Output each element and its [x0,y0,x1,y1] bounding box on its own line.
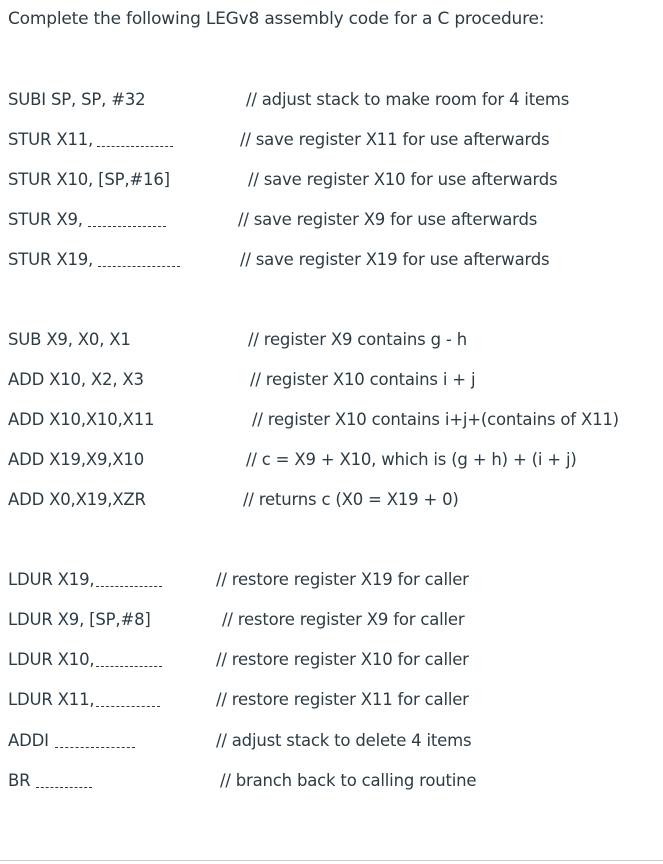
code-comment: // restore register X19 for caller [216,570,469,589]
code-comment: // branch back to calling routine [220,771,477,790]
code-line [8,730,135,752]
code-line [8,649,162,671]
code-text: ADD X0,X19,XZR [8,490,146,509]
code-comment: // save register X10 for use afterwards [248,170,558,189]
code-comment: // c = X9 + X10, which is (g + h) + (i + j) [246,450,577,469]
code-text: STUR X11, [8,130,94,149]
question-prompt: Complete the following LEGv8 assembly code for a C procedure: [8,9,545,29]
answer-blank[interactable] [88,226,166,227]
code-text: STUR X19, [8,250,94,269]
code-comment: // adjust stack to delete 4 items [216,731,472,750]
code-line [8,689,160,711]
code-text: LDUR X11, [8,690,95,709]
code-text: BR [8,771,31,790]
code-text: STUR X9, [8,210,83,229]
code-text: LDUR X10, [8,650,95,669]
answer-blank[interactable] [96,586,162,587]
code-comment: // restore register X10 for caller [216,650,469,669]
answer-blank[interactable] [96,706,160,707]
code-text: ADD X10, X2, X3 [8,370,144,389]
code-line [8,449,144,471]
code-text: LDUR X19, [8,570,95,589]
code-comment: // restore register X9 for caller [222,610,465,629]
code-comment: // save register X11 for use afterwards [240,130,550,149]
code-text: ADDI [8,731,49,750]
code-comment: // register X10 contains i+j+(contains of X11) [252,410,619,429]
code-line [8,369,144,391]
code-comment: // save register X19 for use afterwards [240,250,550,269]
code-line [8,89,145,111]
code-text: ADD X10,X10,X11 [8,410,155,429]
code-line [8,129,173,151]
code-line [8,489,146,511]
code-line [8,329,131,351]
code-comment: // register X10 contains i + j [250,370,476,389]
answer-blank[interactable] [96,666,162,667]
code-comment: // adjust stack to make room for 4 items [246,90,570,109]
code-comment: // returns c (X0 = X19 + 0) [243,490,459,509]
answer-blank[interactable] [98,266,180,267]
code-line [8,609,151,631]
code-text: LDUR X9, [SP,#8] [8,610,151,629]
code-line [8,209,166,231]
code-comment: // register X9 contains g - h [248,330,467,349]
code-comment: // restore register X11 for caller [216,690,469,709]
code-comment: // save register X9 for use afterwards [238,210,538,229]
answer-blank[interactable] [55,747,135,748]
code-line [8,569,162,591]
bottom-divider [0,860,663,861]
answer-blank[interactable] [97,146,173,147]
code-text: STUR X10, [SP,#16] [8,170,170,189]
code-line [8,249,180,271]
code-text: ADD X19,X9,X10 [8,450,145,469]
code-text: SUB X9, X0, X1 [8,330,131,349]
code-line [8,409,154,431]
answer-blank[interactable] [36,787,92,788]
code-line [8,770,92,792]
code-text: SUBI SP, SP, #32 [8,90,146,109]
code-line [8,169,170,191]
